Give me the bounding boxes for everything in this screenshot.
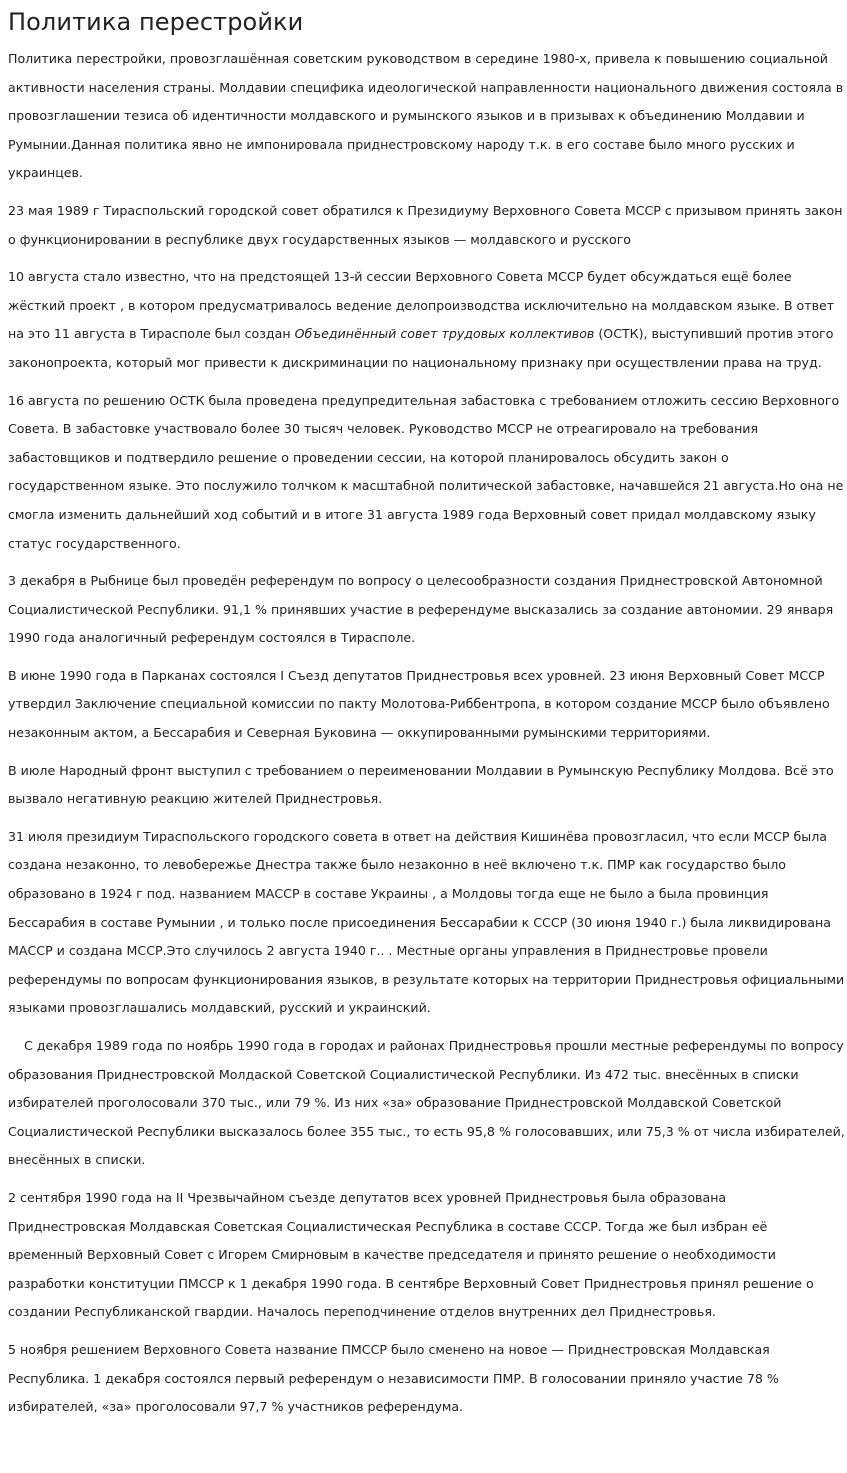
paragraph-may-1989: 23 мая 1989 г Тираспольский городской совет обратился к Президиуму Верховного Совета МССР с призывом принять закон о функционировании в республике двух государственных языков — молдавского и русского: [8, 202, 843, 247]
paragraph-july-popular-front: В июле Народный фронт выступил с требованием о переименовании Молдавии в Румынскую Республику Молдова. Всё это вызвало негативную реакцию жителей Приднестровья.: [8, 762, 834, 807]
paragraph-july-31: 31 июля президиум Тираспольского городского совета в ответ на действия Кишинёва провозгласил, что если МССР была создана незаконно, то левобережье Днестра также было незаконно в неё включено т.к. ПМР как государство было образовано в 1924 г под. названием МАССР в составе Украины , а Молдовы тогда еще не было а была провинция Бессарабия в составе Румынии , и только после присоединения Бессарабии к СССР (30 июня 1940 г.) была ликвидирована МАССР и создана МССР.Это случилось 2 августа 1940 г.. . Местные органы управления в Приднестровье провели референдумы по вопросам функционирования языков, в результате которых на территории Приднестровья официальными языками провозглашались молдавский, русский и украинский.: [8, 828, 845, 1016]
article: [8, 0, 846, 1431]
paragraph-perestroika-intro: Политика перестройки, провозглашённая советским руководством в середине 1980-х, привела к повышению социальной активности населения страны. Молдавии специфика идеологической направленности национального движения состояла в провозглашении тезиса об идентичности молдавского и румынского языков и в призывах к объединению Молдавии и Румынии.Данная политика явно не импонировала приднестровскому народу т.к. в его составе было много русских и украинцев.: [8, 51, 844, 181]
ostk-name: Объединённый совет трудовых коллективов: [294, 326, 595, 342]
paragraph-august-10: [8, 263, 846, 377]
paragraph-september-1990: 2 сентября 1990 года на II Чрезвычайном съезде депутатов всех уровней Приднестровья была образована Приднестровская Молдавская Советская Социалистическая Республика в составе СССР. Тогда же был избран её временный Верховный Совет с Игорем Смирновым в качестве председателя и принято решение о необходимости разработки конституции ПМССР к 1 декабря 1990 года. В сентябре Верховный Совет Приднестровья принял решение о создании Республиканской гвардии. Началось переподчинение отделов внутренних дел Приднестровья.: [8, 1189, 814, 1320]
page-title: Политика перестройки: [8, 8, 304, 36]
paragraph-august-16-strike: 16 августа по решению ОСТК была проведена предупредительная забастовка с требованием отложить сессию Верховного Совета. В забастовке участвовало более 30 тысяч человек. Руководство МССР не отреагировало на требования забастовщиков и подтвердило решение о проведении сессии, на которой планировалось обсудить закон о государственном языке. Это послужило толчком к масштабной политической забастовке, начавшейся 21 августа.Но она не смогла изменить дальнейший ход событий и в итоге 31 августа 1989 года Верховный совет придал молдавскому языку статус государственного.: [8, 392, 844, 551]
paragraph-june-1990: В июне 1990 года в Парканах состоялся I Съезд депутатов Приднестровья всех уровней. 23 июня Верховный Совет МССР утвердил Заключение специальной комиссии по пакту Молотова-Риббентропа, в котором создание МССР было объявлено незаконным актом, а Бессарабия и Северная Буковина — оккупированными румынскими территориями.: [8, 667, 830, 741]
paragraph-august-10-text-b: (ОСТК), выступивший против этого законопроекта, который мог привести к дискриминации по национальному признаку при осуществлении права на труд.: [8, 326, 834, 370]
paragraph-rybnitsa-referendum: 3 декабря в Рыбнице был проведён референдум по вопросу о целесообразности создания Приднестровской Автономной Социалистической Республики. 91,1 % принявших участие в референдуме высказались за создание автономии. 29 января 1990 года аналогичный референдум состоялся в Тирасполе.: [8, 573, 834, 646]
paragraph-november-1990: 5 ноября решением Верховного Совета название ПМССР было сменено на новое — Приднестровская Молдавская Республика. 1 декабря состоялся первый референдум о независимости ПМР. В голосовании приняло участие 78 % избирателей, «за» проголосовали 97,7 % участников референдума.: [8, 1341, 779, 1415]
paragraph-august-10-text-a: 10 августа стало известно, что на предстоящей 13-й сессии Верховного Совета МССР будет обсуждаться ещё более жёсткий проект , в котором предусматривалось ведение делопроизводства исключительно на молдавском языке. В ответ на это 11 августа в Тирасполе был создан: [8, 269, 835, 342]
paragraph-local-referendums: С декабря 1989 года по ноябрь 1990 года в городах и районах Приднестровья прошли местные референдумы по вопросу образования Приднестровской Молдаской Советской Социалистической Республики. Из 472 тыс. внесённых в списки избирателей проголосовали 370 тыс., или 79 %. Из них «за» образование Приднестровской Молдавской Советской Социалистической Республики высказалось более 355 тыс., то есть 95,8 % голосовавших, или 75,3 % от числа избирателей, внесённых в списки.: [8, 1038, 845, 1168]
